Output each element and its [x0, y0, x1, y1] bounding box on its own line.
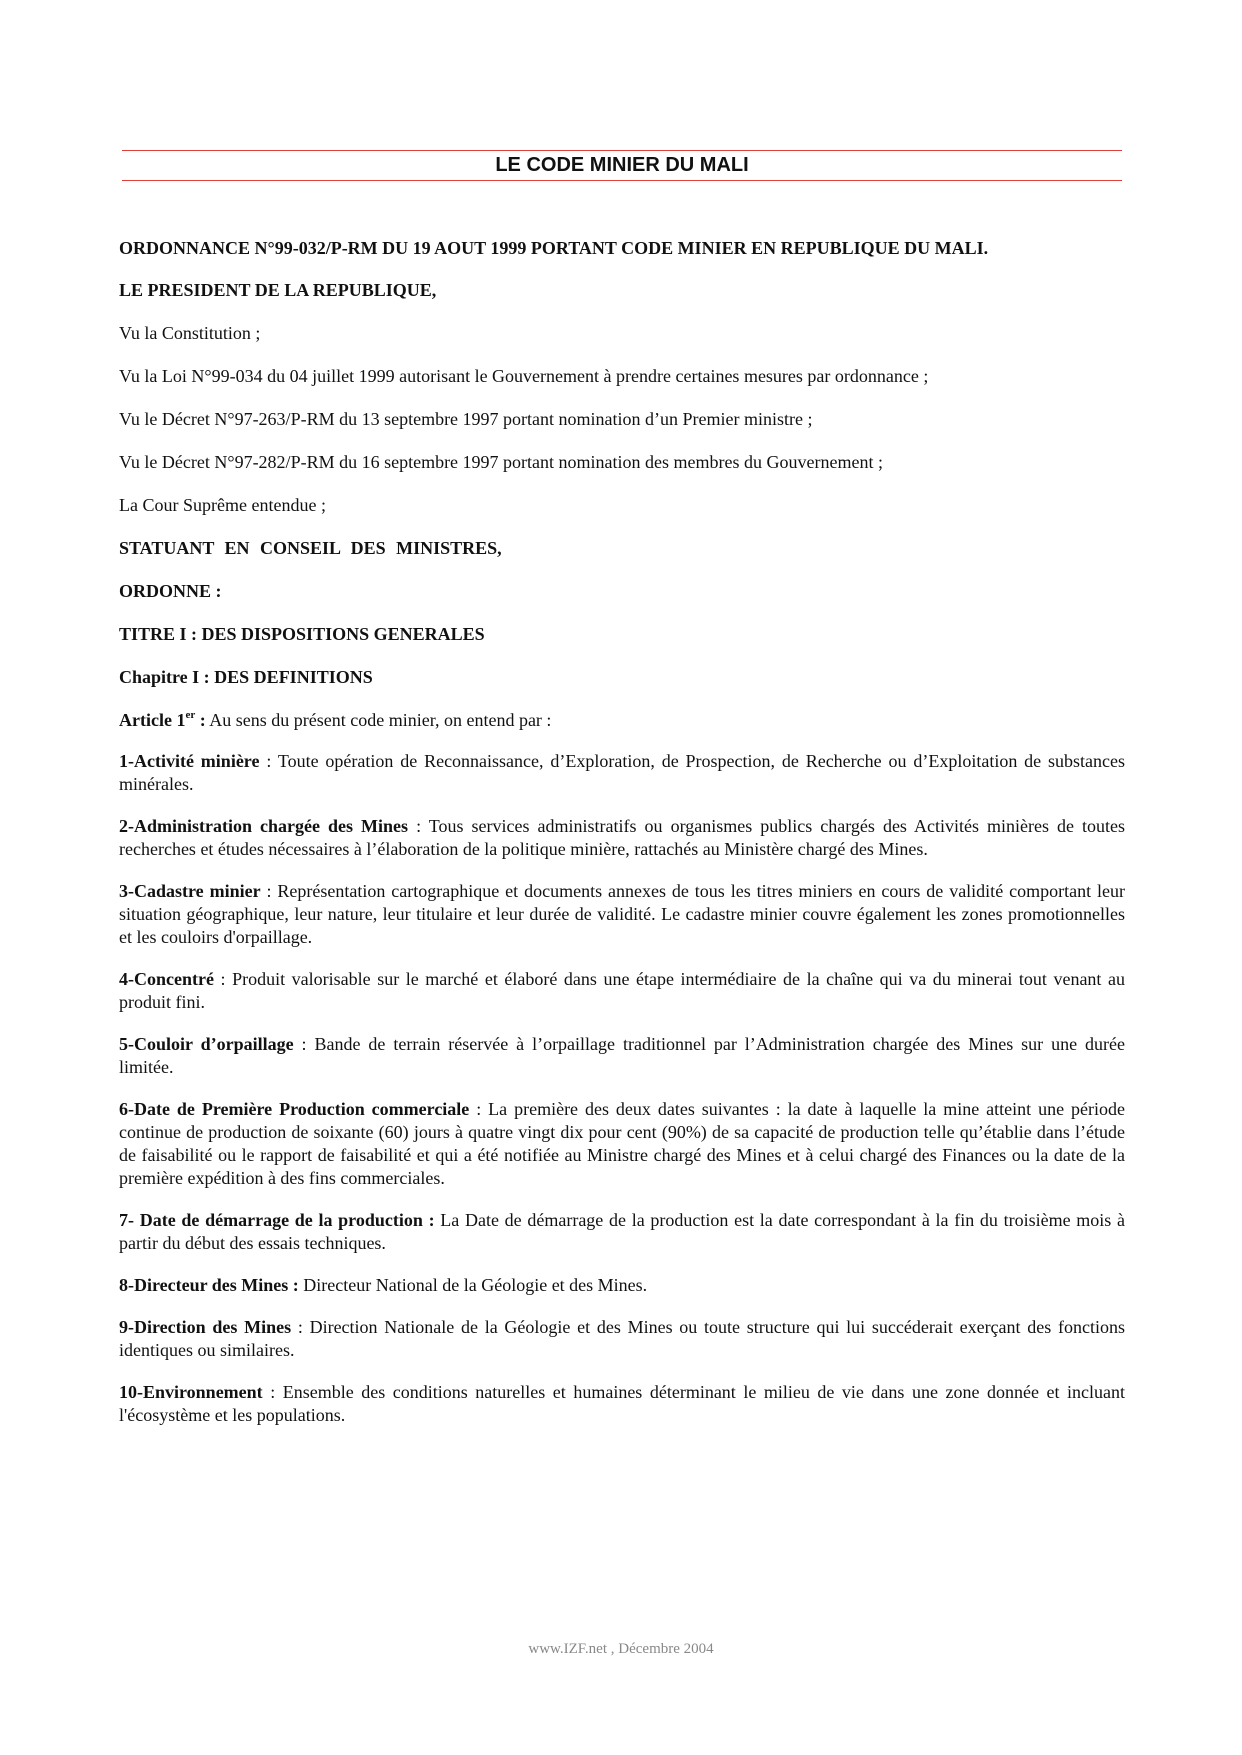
definition-text: Toute opération de Reconnaissance, d’Exploration, de Prospection, de Recherche ou d’Exploitation de substances minérales. — [119, 751, 1125, 794]
article-label: Article 1 — [119, 710, 186, 730]
ordonne-heading: ORDONNE : — [119, 581, 222, 601]
definition-separator: : — [213, 969, 233, 989]
definition-term: 8-Directeur des Mines : — [119, 1275, 299, 1295]
definition-separator: : — [259, 751, 278, 771]
definition-item — [119, 1033, 1125, 1079]
article-superscript: er — [185, 709, 196, 721]
definition-term: 4-Concentré — [119, 969, 214, 989]
title-block — [122, 150, 1122, 181]
document-title: LE CODE MINIER DU MALI — [495, 154, 749, 176]
definition-item — [119, 815, 1125, 861]
definition-text: Bande de terrain réservée à l’orpaillage traditionnel par l’Administration chargée des Mines sur une durée limitée. — [119, 1034, 1125, 1077]
definition-term: 6-Date de Première Production commerciale — [119, 1099, 470, 1119]
definition-term: 10-Environnement — [119, 1382, 263, 1402]
definition-separator: : — [262, 1382, 283, 1402]
definition-item — [119, 1098, 1125, 1190]
definition-term: 2-Administration chargée des Mines — [119, 816, 409, 836]
definition-separator: : — [469, 1099, 489, 1119]
statuant-heading: STATUANT EN CONSEIL DES MINISTRES, — [119, 538, 502, 558]
cour-supreme: La Cour Suprême entendue ; — [119, 495, 326, 515]
definition-item — [119, 880, 1125, 949]
definition-term: 3-Cadastre minier — [119, 881, 261, 901]
definition-separator: : — [293, 1034, 315, 1054]
definition-term: 7- Date de démarrage de la production : — [119, 1210, 435, 1230]
president-heading: LE PRESIDENT DE LA REPUBLIQUE, — [119, 280, 437, 300]
definition-separator: : — [291, 1317, 310, 1337]
vu-loi: Vu la Loi N°99-034 du 04 juillet 1999 autorisant le Gouvernement à prendre certaines mesures par ordonnance ; — [119, 366, 929, 386]
definition-item — [119, 1209, 1125, 1255]
definition-text: La Date de démarrage de la production est la date correspondant à la fin du troisième mois à partir du début des essais techniques. — [119, 1210, 1126, 1253]
definition-item — [119, 968, 1125, 1014]
vu-decret-premier-ministre: Vu le Décret N°97-263/P-RM du 13 septembre 1997 portant nomination d’un Premier ministre ; — [119, 409, 813, 429]
definition-item — [119, 1274, 1125, 1297]
definition-text: Tous services administratifs ou organismes publics chargés des Activités minières de toutes recherches et études nécessaires à l’élaboration de la politique minière, rattachés au Ministère chargé des Mines. — [119, 816, 1125, 859]
definition-separator: : — [260, 881, 278, 901]
article-1 — [119, 709, 1125, 732]
definition-text: Direction Nationale de la Géologie et des Mines ou toute structure qui lui succéderait exerçant des fonctions identiques ou similaires. — [119, 1317, 1125, 1360]
definition-item — [119, 1316, 1125, 1362]
definition-term: 9-Direction des Mines — [119, 1317, 292, 1337]
bottom-red-rule — [122, 180, 1122, 181]
definition-item — [119, 1381, 1125, 1427]
definition-item — [119, 750, 1125, 796]
titre-heading: TITRE I : DES DISPOSITIONS GENERALES — [119, 624, 485, 644]
definition-text: Ensemble des conditions naturelles et humaines déterminant le milieu de vie dans une zone donnée et incluant l'écosystème et les populations. — [119, 1382, 1125, 1425]
definition-text: Représentation cartographique et documents annexes de tous les titres miniers en cours de validité comportant leur situation géographique, leur nature, leur titulaire et leur durée de validité. Le cadastre minier couvre également les zones promotionnelles et les couloirs d'orpaillage. — [119, 881, 1125, 947]
definition-text: Produit valorisable sur le marché et élaboré dans une étape intermédiaire de la chaîne qui va du minerai tout venant au produit fini. — [119, 969, 1125, 1012]
page-footer: www.IZF.net , Décembre 2004 — [528, 1641, 714, 1657]
vu-decret-gouvernement: Vu le Décret N°97-282/P-RM du 16 septembre 1997 portant nomination des membres du Gouvernement ; — [119, 452, 883, 472]
article-text: Au sens du présent code minier, on entend par : — [205, 710, 552, 730]
definition-text: Directeur National de la Géologie et des Mines. — [303, 1275, 648, 1295]
definition-separator: : — [408, 816, 429, 836]
document-body — [119, 237, 1125, 1427]
definition-text: La première des deux dates suivantes : la date à laquelle la mine atteint une période continue de production de soixante (60) jours à quatre vingt dix pour cent (90%) de sa capacité de production telle qu’établie dans l’étude de faisabilité ou le rapport de faisabilité et qui a été notifiée au Ministre chargé des Mines et à celui chargé des Finances ou la date de la première expédition à des fins commerciales. — [119, 1099, 1125, 1188]
definition-term: 1-Activité minière — [119, 751, 260, 771]
definition-term: 5-Couloir d’orpaillage — [119, 1034, 294, 1054]
vu-constitution: Vu la Constitution ; — [119, 323, 261, 343]
ordonnance-heading: ORDONNANCE N°99-032/P-RM DU 19 AOUT 1999 PORTANT CODE MINIER EN REPUBLIQUE DU MALI. — [119, 238, 989, 258]
article-colon: : — [195, 710, 206, 730]
chapitre-heading: Chapitre I : DES DEFINITIONS — [119, 667, 373, 687]
